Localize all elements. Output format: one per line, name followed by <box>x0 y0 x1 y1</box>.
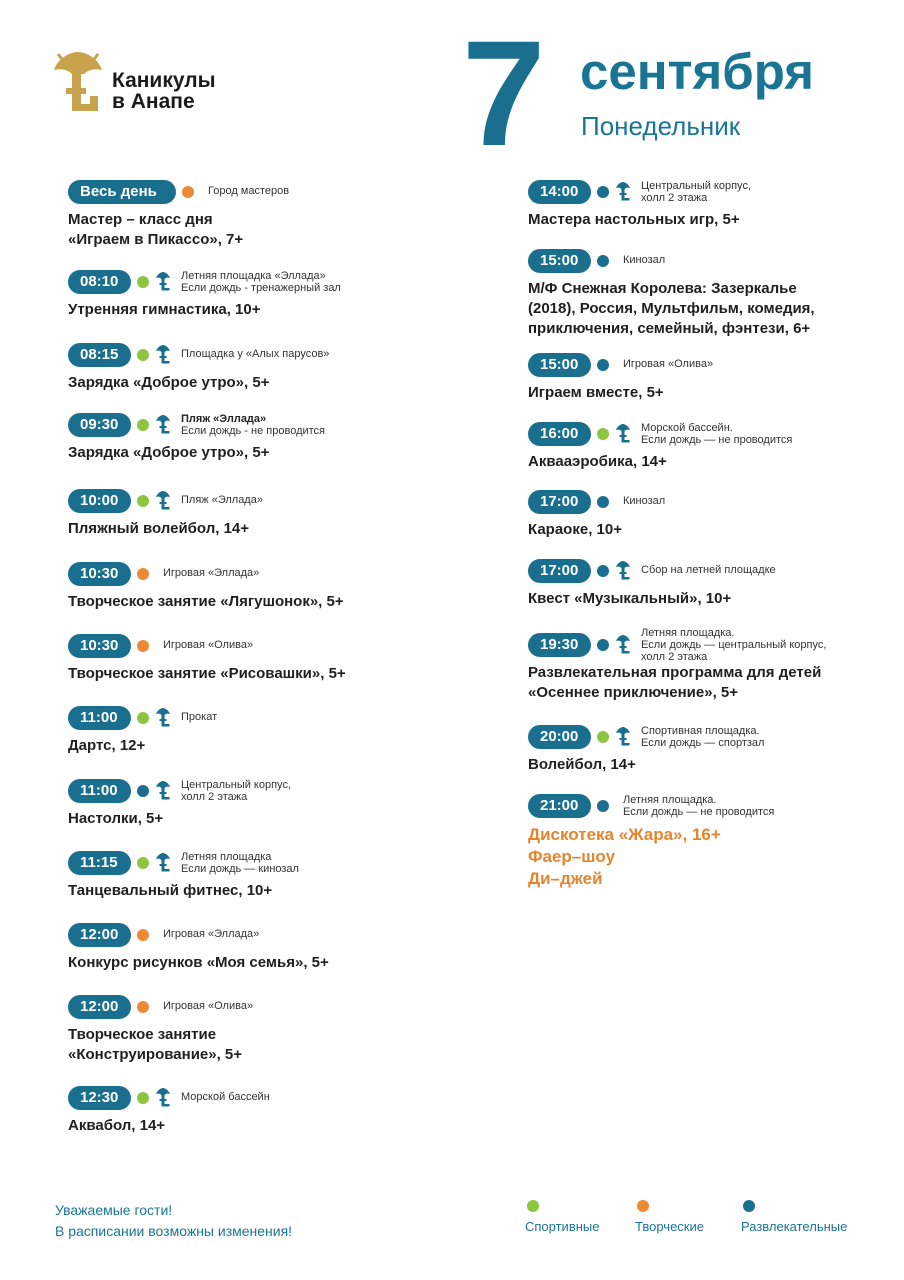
event-title <box>68 1116 478 1136</box>
time-badge: 15:00 <box>528 249 591 273</box>
location-line: Морской бассейн <box>181 1091 270 1103</box>
orange-category-dot-icon <box>137 1001 149 1013</box>
event-title-line: (2018), Россия, Мультфильм, комедия, <box>528 300 815 317</box>
location-line: Игровая «Эллада» <box>163 567 260 579</box>
location-line: Если дождь - тренажерный зал <box>181 282 341 294</box>
schedule-event <box>68 1086 478 1136</box>
event-title-line: Караоке, 10+ <box>528 521 622 538</box>
location-line: Центральный корпус, <box>641 180 751 192</box>
event-header <box>528 559 898 583</box>
event-title <box>528 520 898 540</box>
event-location <box>181 851 299 875</box>
day-number: 7 <box>462 9 542 177</box>
event-title <box>68 443 478 463</box>
orange-category-dot-icon <box>137 640 149 652</box>
blue-category-dot-icon <box>597 800 609 812</box>
schedule-event <box>68 779 478 829</box>
event-title-line: Зарядка «Доброе утро», 5+ <box>68 444 270 461</box>
time-badge: 10:00 <box>68 489 131 513</box>
blue-category-dot-icon <box>597 496 609 508</box>
mushroom-icon <box>155 707 171 727</box>
green-category-dot-icon <box>137 349 149 361</box>
event-title <box>68 373 478 393</box>
mushroom-icon <box>615 726 631 746</box>
time-badge: 10:30 <box>68 562 131 586</box>
schedule-event <box>528 249 898 339</box>
time-badge: 15:00 <box>528 353 591 377</box>
location-line: Если дождь - не проводится <box>181 425 325 437</box>
orange-category-dot-icon <box>137 929 149 941</box>
location-line: холл 2 этажа <box>641 192 708 204</box>
sport-dot-icon <box>527 1200 539 1212</box>
event-location <box>163 1000 253 1012</box>
time-badge: 08:15 <box>68 343 131 367</box>
event-location <box>181 348 329 360</box>
event-location <box>181 494 263 506</box>
event-location <box>641 627 826 663</box>
event-location <box>181 779 291 803</box>
time-badge: 20:00 <box>528 725 591 749</box>
legend-label: Спортивные <box>525 1219 600 1234</box>
event-title-line: Фаер–шоу <box>528 847 616 866</box>
mushroom-icon <box>155 344 171 364</box>
legend-item-entertainment <box>741 1200 847 1234</box>
event-title <box>528 279 898 339</box>
blue-category-dot-icon <box>597 186 609 198</box>
event-title-line: Конкурс рисунков «Моя семья», 5+ <box>68 954 329 971</box>
event-title-line: Квест «Музыкальный», 10+ <box>528 590 732 607</box>
legend-label: Развлекательные <box>741 1219 848 1234</box>
location-name: Пляж «Эллада» <box>181 413 267 425</box>
time-badge: 16:00 <box>528 422 591 446</box>
event-title-line: Ди–джей <box>528 869 603 888</box>
event-location <box>163 639 253 651</box>
time-badge: 10:30 <box>68 634 131 658</box>
event-title <box>528 824 898 890</box>
time-badge: 17:00 <box>528 490 591 514</box>
event-title <box>528 663 898 703</box>
event-title <box>68 210 478 250</box>
schedule-event <box>528 627 898 703</box>
event-title <box>68 809 478 829</box>
event-header <box>528 490 898 514</box>
schedule-event <box>528 353 898 403</box>
location-line: Прокат <box>181 711 218 723</box>
event-header <box>68 851 478 875</box>
location-line: Летняя площадка <box>181 851 272 863</box>
event-title <box>68 736 478 756</box>
event-title <box>68 664 478 684</box>
event-header <box>68 779 478 803</box>
entertainment-dot-icon <box>743 1200 755 1212</box>
event-header <box>68 995 478 1019</box>
location-line: Площадка у «Алых парусов» <box>181 348 330 360</box>
event-location <box>623 794 774 818</box>
time-badge: 12:00 <box>68 923 131 947</box>
location-line: Летняя площадка. <box>623 794 717 806</box>
event-title <box>68 881 478 901</box>
event-location <box>181 270 341 294</box>
green-category-dot-icon <box>137 495 149 507</box>
event-location <box>623 495 665 507</box>
event-header <box>528 422 898 446</box>
event-location <box>163 567 259 579</box>
event-title-line: Зарядка «Доброе утро», 5+ <box>68 374 270 391</box>
location-line: Если дождь — кинозал <box>181 863 299 875</box>
month-name: сентября <box>580 43 815 100</box>
green-category-dot-icon <box>597 428 609 440</box>
location-line: Игровая «Олива» <box>163 639 254 651</box>
location-line: Сбор на летней площадке <box>641 564 776 576</box>
schedule-event <box>528 725 898 775</box>
location-line: Если дождь — центральный корпус, <box>641 639 827 651</box>
event-location <box>208 185 289 197</box>
event-header <box>68 923 478 947</box>
event-header <box>528 794 898 818</box>
event-header <box>528 353 898 377</box>
event-title-line: Утренняя гимнастика, 10+ <box>68 301 261 318</box>
location-line: Если дождь — не проводится <box>623 806 775 818</box>
footer-note <box>55 1200 292 1242</box>
location-line: Морской бассейн. <box>641 422 733 434</box>
location-line: Игровая «Эллада» <box>163 928 260 940</box>
event-header <box>528 627 898 663</box>
schedule-event <box>528 180 898 230</box>
event-header <box>68 562 478 586</box>
mushroom-icon <box>155 780 171 800</box>
green-category-dot-icon <box>137 419 149 431</box>
event-title-line: Дартс, 12+ <box>68 737 146 754</box>
event-location <box>641 422 792 446</box>
event-title <box>528 452 898 472</box>
event-title <box>528 589 898 609</box>
location-line: Летняя площадка. <box>641 627 735 639</box>
event-title-line: Творческое занятие «Рисовашки», 5+ <box>68 665 346 682</box>
event-title <box>528 755 898 775</box>
logo-text <box>112 70 216 112</box>
location-line: Кинозал <box>623 495 666 507</box>
legend-item-sport <box>525 1200 599 1234</box>
event-title <box>68 953 478 973</box>
time-badge: 17:00 <box>528 559 591 583</box>
schedule-event <box>528 794 898 890</box>
time-badge: 11:15 <box>68 851 131 875</box>
event-location <box>181 413 325 437</box>
legend-label: Творческие <box>635 1219 704 1234</box>
schedule-event <box>68 343 478 393</box>
event-header <box>528 249 898 273</box>
event-header <box>68 706 478 730</box>
blue-category-dot-icon <box>597 255 609 267</box>
time-badge: 12:30 <box>68 1086 131 1110</box>
event-title <box>528 210 898 230</box>
time-badge: 19:30 <box>528 633 591 657</box>
event-header <box>68 343 478 367</box>
event-title-line: М/Ф Снежная Королева: Зазеркалье <box>528 280 797 297</box>
event-title <box>68 300 478 320</box>
blue-category-dot-icon <box>597 565 609 577</box>
schedule-event <box>68 413 478 463</box>
location-line: Игровая «Олива» <box>623 358 714 370</box>
time-badge: 11:00 <box>68 779 131 803</box>
event-title-line: Танцевальный фитнес, 10+ <box>68 882 273 899</box>
event-title-line: Творческое занятие «Лягушонок», 5+ <box>68 593 344 610</box>
event-location <box>181 711 217 723</box>
location-line: Летняя площадка «Эллада» <box>181 270 326 282</box>
blue-category-dot-icon <box>137 785 149 797</box>
orange-category-dot-icon <box>182 186 194 198</box>
event-header <box>68 180 478 204</box>
event-header <box>68 489 478 513</box>
green-category-dot-icon <box>597 731 609 743</box>
event-title-line: «Осеннее приключение», 5+ <box>528 684 739 701</box>
location-line: Город мастеров <box>208 185 290 197</box>
mushroom-icon <box>155 271 171 291</box>
event-header <box>528 725 898 749</box>
schedule-event <box>68 180 478 250</box>
event-title-line: Настолки, 5+ <box>68 810 164 827</box>
event-header <box>68 270 478 294</box>
event-location <box>181 1091 270 1103</box>
location-line: Центральный корпус, <box>181 779 291 791</box>
time-badge: 12:00 <box>68 995 131 1019</box>
mushroom-icon <box>615 634 631 654</box>
event-title-line: «Играем в Пикассо», 7+ <box>68 231 244 248</box>
location-line: Если дождь — спортзал <box>641 737 765 749</box>
schedule-event <box>68 270 478 320</box>
schedule-event <box>68 851 478 901</box>
event-header <box>68 1086 478 1110</box>
location-line: холл 2 этажа <box>181 791 248 803</box>
event-header <box>528 180 898 204</box>
schedule-event <box>68 634 478 684</box>
blue-category-dot-icon <box>597 359 609 371</box>
logo <box>50 48 270 118</box>
mushroom-icon <box>155 852 171 872</box>
footer-note-line-1: Уважаемые гости! <box>55 1202 173 1218</box>
blue-category-dot-icon <box>597 639 609 651</box>
event-title-line: Аквабол, 14+ <box>68 1117 166 1134</box>
time-badge: 14:00 <box>528 180 591 204</box>
time-badge: 09:30 <box>68 413 131 437</box>
logo-mushroom-icon <box>50 48 106 114</box>
event-title-line: Аквааэробика, 14+ <box>528 453 667 470</box>
mushroom-icon <box>615 560 631 580</box>
event-title-line: Мастера настольных игр, 5+ <box>528 211 740 228</box>
schedule-event <box>528 559 898 609</box>
event-title-line: Волейбол, 14+ <box>528 756 636 773</box>
event-title-line: Мастер – класс дня <box>68 211 213 228</box>
location-line: Спортивная площадка. <box>641 725 760 737</box>
event-header <box>68 413 478 437</box>
event-title <box>528 383 898 403</box>
orange-category-dot-icon <box>137 568 149 580</box>
schedule-event <box>68 706 478 756</box>
event-title-line: Развлекательная программа для детей <box>528 664 822 681</box>
green-category-dot-icon <box>137 1092 149 1104</box>
creative-dot-icon <box>637 1200 649 1212</box>
schedule-event <box>68 995 478 1065</box>
event-location <box>623 358 713 370</box>
legend-item-creative <box>635 1200 704 1234</box>
green-category-dot-icon <box>137 857 149 869</box>
footer-note-line-2: В расписании возможны изменения! <box>55 1223 293 1239</box>
location-line: Игровая «Олива» <box>163 1000 254 1012</box>
event-title-line: приключения, семейный, фэнтези, 6+ <box>528 320 811 337</box>
event-title-line: Творческое занятие <box>68 1026 217 1043</box>
event-title-line: «Конструирование», 5+ <box>68 1046 243 1063</box>
schedule-event <box>68 489 478 539</box>
event-location <box>641 725 764 749</box>
time-badge: 21:00 <box>528 794 591 818</box>
schedule-event <box>68 923 478 973</box>
logo-line-2: в Анапе <box>112 90 195 113</box>
event-location <box>641 180 751 204</box>
event-title-line: Пляжный волейбол, 14+ <box>68 520 250 537</box>
location-line: Пляж «Эллада» <box>181 494 263 506</box>
location-line: Если дождь — не проводится <box>641 434 793 446</box>
time-badge: Весь день <box>68 180 176 204</box>
location-line: холл 2 этажа <box>641 651 708 663</box>
time-badge: 08:10 <box>68 270 131 294</box>
event-header <box>68 634 478 658</box>
event-location <box>623 254 665 266</box>
event-title <box>68 1025 478 1065</box>
time-badge: 11:00 <box>68 706 131 730</box>
location-line: Кинозал <box>623 254 666 266</box>
mushroom-icon <box>155 1087 171 1107</box>
logo-line-1: Каникулы <box>112 69 216 92</box>
event-title-line: Дискотека «Жара», 16+ <box>528 825 721 844</box>
mushroom-icon <box>615 181 631 201</box>
schedule-event <box>528 490 898 540</box>
mushroom-icon <box>615 423 631 443</box>
event-title-line: Играем вместе, 5+ <box>528 384 664 401</box>
green-category-dot-icon <box>137 276 149 288</box>
event-title <box>68 519 478 539</box>
event-location <box>163 928 259 940</box>
schedule-event <box>68 562 478 612</box>
mushroom-icon <box>155 414 171 434</box>
event-title <box>68 592 478 612</box>
mushroom-icon <box>155 490 171 510</box>
event-location <box>641 564 776 576</box>
schedule-event <box>528 422 898 472</box>
weekday-name: Понедельник <box>581 111 741 141</box>
green-category-dot-icon <box>137 712 149 724</box>
